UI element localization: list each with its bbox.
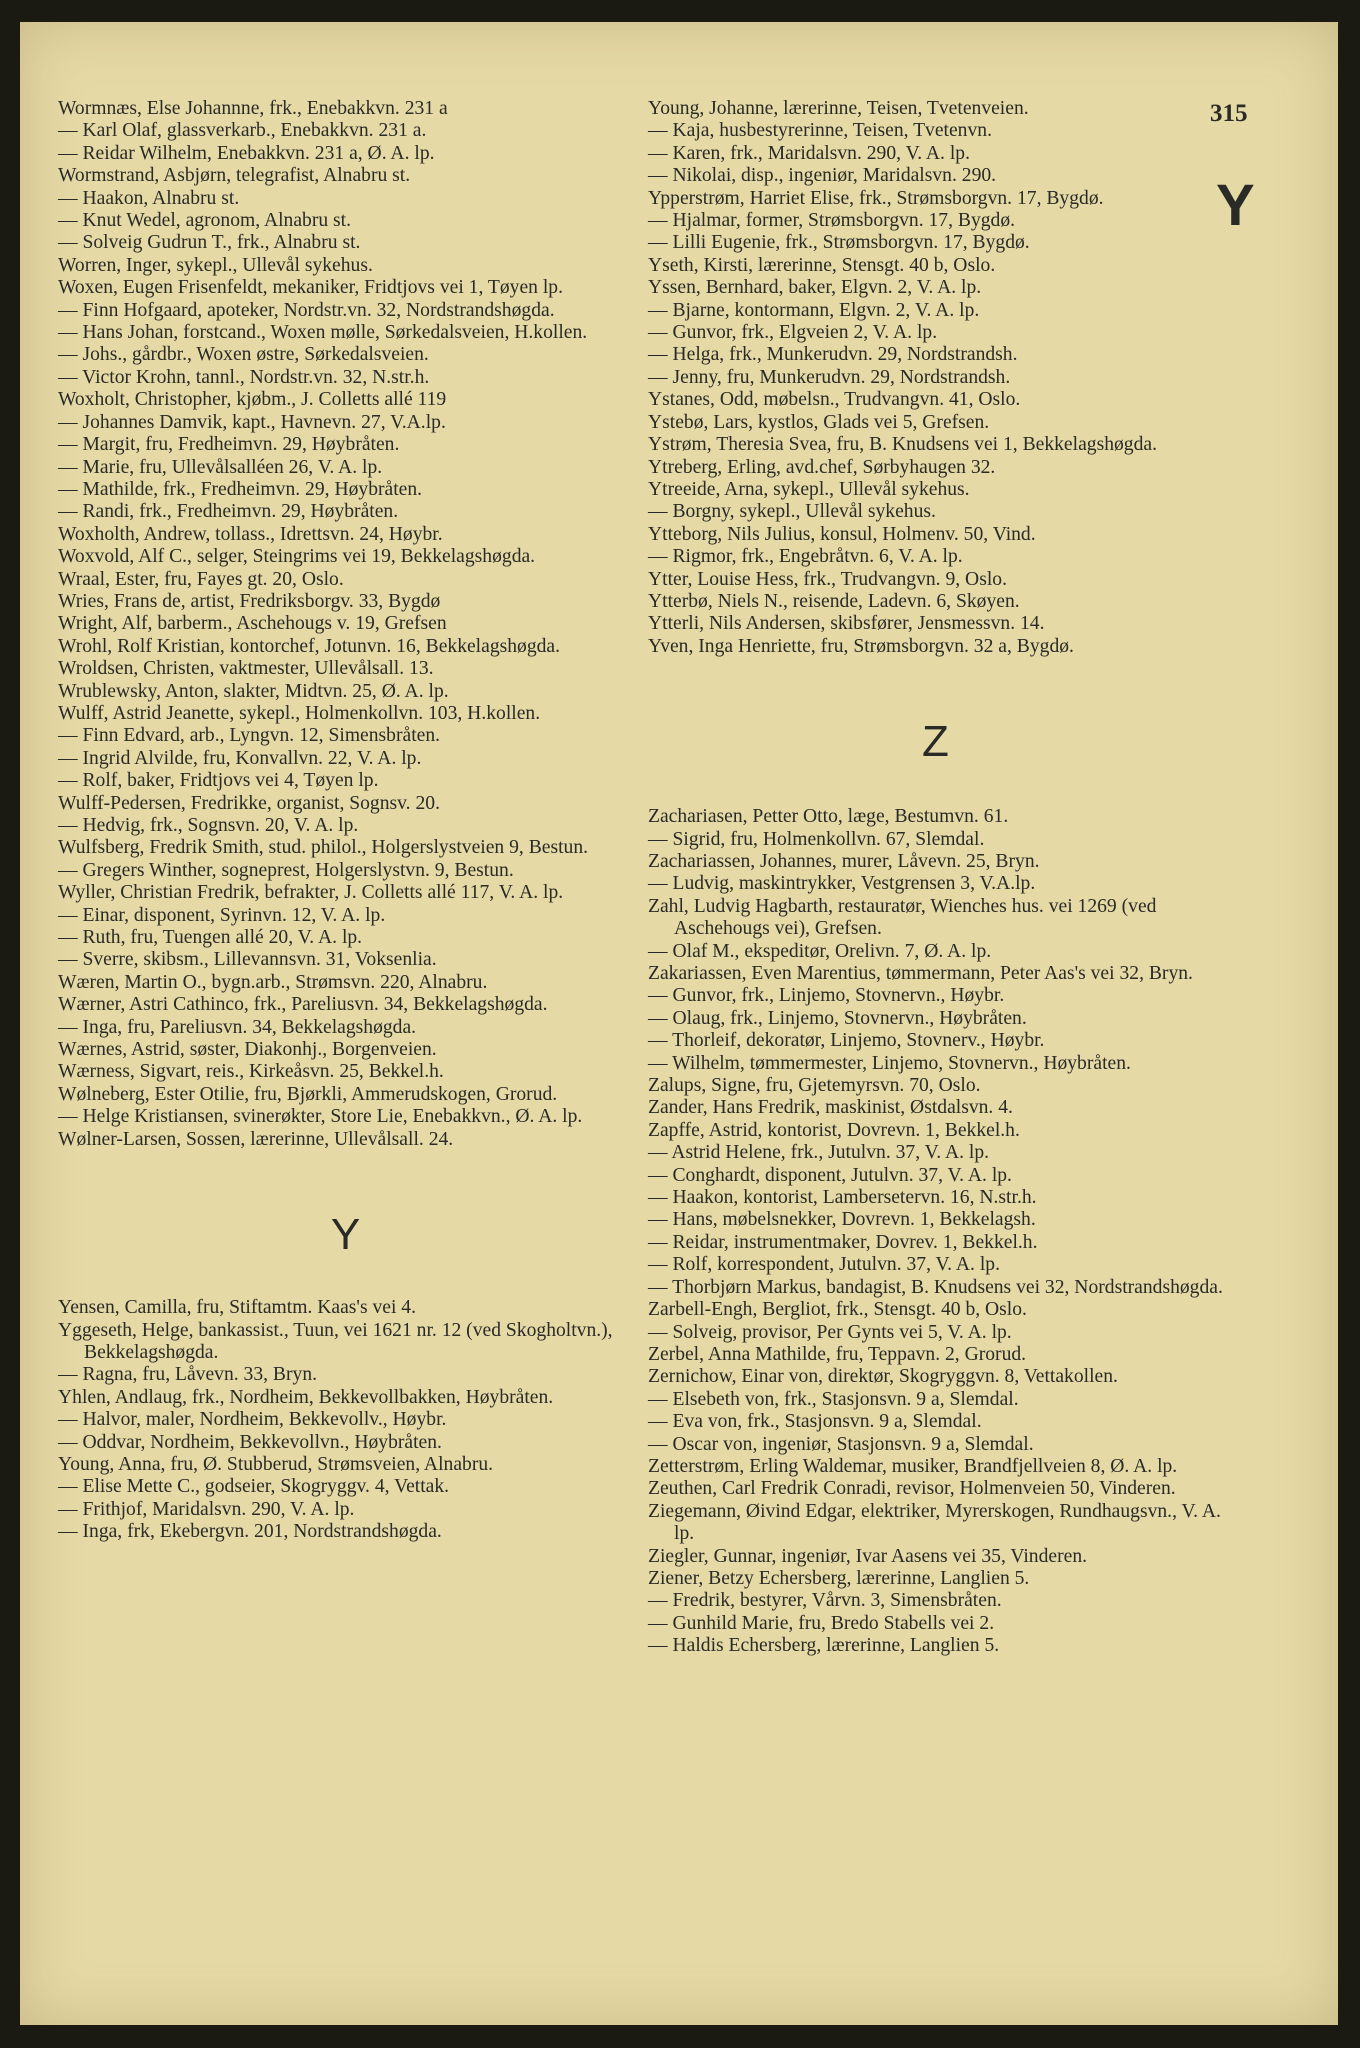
directory-entry: — Elise Mette C., godseier, Skogryggv. 4, Vettak.	[58, 1476, 450, 1498]
directory-entry: — Jenny, fru, Munkerudvn. 29, Nordstrandsh.	[648, 366, 1011, 388]
directory-entry: Ystrøm, Theresia Svea, fru, B. Knudsens vei 1, Bekkelagshøgda.	[648, 434, 1157, 456]
directory-entry: — Bjarne, kontormann, Elgvn. 2, V. A. lp.	[648, 299, 980, 321]
directory-entry: — Ingrid Alvilde, fru, Konvallvn. 22, V. A. lp.	[58, 747, 422, 769]
section-mark: Y	[1216, 173, 1255, 238]
directory-entry: — Margit, fru, Fredheimvn. 29, Høybråten.	[58, 434, 400, 456]
directory-entry: — Victor Krohn, tannl., Nordstr.vn. 32, N.str.h.	[58, 366, 430, 388]
directory-entry: — Rigmor, frk., Engebråtvn. 6, V. A. lp.	[648, 546, 963, 568]
directory-entry: — Rolf, korrespondent, Jutulvn. 37, V. A. lp.	[648, 1254, 1000, 1276]
directory-entry: Zachariasen, Petter Otto, læge, Bestumvn. 61.	[648, 806, 1009, 828]
directory-entry: Wulff-Pedersen, Fredrikke, organist, Sognsv. 20.	[58, 792, 440, 814]
directory-entry: — Knut Wedel, agronom, Alnabru st.	[58, 210, 352, 232]
right-column	[648, 98, 1223, 1658]
directory-entry: Ziener, Betzy Echersberg, lærerinne, Langlien 5.	[648, 1567, 1030, 1589]
section-header-z: Z	[922, 717, 949, 767]
directory-entry: — Reidar, instrumentmaker, Dovrev. 1, Bekkel.h.	[648, 1231, 1038, 1253]
directory-entry: — Karen, frk., Maridalsvn. 290, V. A. lp.	[648, 142, 970, 164]
directory-entry: Ytteborg, Nils Julius, konsul, Holmenv. 50, Vind.	[648, 523, 1036, 545]
directory-entry: — Fredrik, bestyrer, Vårvn. 3, Simensbråten.	[648, 1590, 1002, 1612]
directory-entry: Ytterbø, Niels N., reisende, Ladevn. 6, Skøyen.	[648, 590, 1020, 612]
directory-entry: Wærness, Sigvart, reis., Kirkeåsvn. 25, Bekkel.h.	[58, 1061, 444, 1083]
directory-entry: Zarbell-Engh, Bergliot, frk., Stensgt. 40 b, Oslo.	[648, 1299, 1027, 1321]
directory-entry: Wæren, Martin O., bygn.arb., Strømsvn. 220, Alnabru.	[58, 971, 488, 993]
directory-entry: Wright, Alf, barberm., Aschehougs v. 19, Grefsen	[58, 613, 447, 635]
directory-entry: Ytreberg, Erling, avd.chef, Sørbyhaugen 32.	[648, 456, 996, 478]
directory-entry: Wyller, Christian Fredrik, befrakter, J. Colletts allé 117, V. A. lp.	[58, 882, 564, 904]
directory-entry: — Oddvar, Nordheim, Bekkevollvn., Høybråten.	[58, 1431, 442, 1453]
directory-entry: Wølneberg, Ester Otilie, fru, Bjørkli, Ammerudskogen, Grorud.	[58, 1083, 558, 1105]
directory-entry: Zander, Hans Fredrik, maskinist, Østdalsvn. 4.	[648, 1097, 1013, 1119]
directory-entry: Yseth, Kirsti, lærerinne, Stensgt. 40 b, Oslo.	[648, 254, 996, 276]
directory-entry: Yhlen, Andlaug, frk., Nordheim, Bekkevollbakken, Høybråten.	[58, 1386, 554, 1408]
directory-entry: Woxvold, Alf C., selger, Steingrims vei 19, Bekkelagshøgda.	[58, 546, 536, 568]
directory-entry: Young, Johanne, lærerinne, Teisen, Tvetenveien.	[648, 98, 1029, 119]
directory-entry: — Halvor, maler, Nordheim, Bekkevollv., Høybr.	[58, 1409, 447, 1431]
directory-entry: Wormnæs, Else Johannne, frk., Enebakkvn. 231 a	[58, 98, 448, 119]
directory-entry: — Haldis Echersberg, lærerinne, Langlien 5.	[648, 1635, 1000, 1657]
directory-entry: Wries, Frans de, artist, Fredriksborgv. 33, Bygdø	[58, 590, 441, 612]
y-entry-list-left	[58, 1297, 633, 1543]
directory-entry: — Gunvor, frk., Elgveien 2, V. A. lp.	[648, 322, 938, 344]
directory-entry: — Hans, møbelsnekker, Dovrevn. 1, Bekkelagsh.	[648, 1209, 1036, 1231]
directory-entry: — Thorleif, dekoratør, Linjemo, Stovnerv., Høybr.	[648, 1030, 1045, 1052]
directory-entry: Ziegemann, Øivind Edgar, elektriker, Myrerskogen, Rundhaugsvn., V. A. lp.	[648, 1500, 1221, 1545]
directory-entry: — Marie, fru, Ullevålsalléen 26, V. A. lp.	[58, 456, 383, 478]
directory-entry: — Rolf, baker, Fridtjovs vei 4, Tøyen lp.	[58, 770, 379, 792]
directory-entry: Zapffe, Astrid, kontorist, Dovrevn. 1, Bekkel.h.	[648, 1119, 1020, 1141]
directory-entry: — Olaf M., ekspeditør, Orelivn. 7, Ø. A. lp.	[648, 940, 992, 962]
directory-entry: — Hedvig, frk., Sognsvn. 20, V. A. lp.	[58, 815, 359, 836]
directory-entry: Zachariassen, Johannes, murer, Låvevn. 25, Bryn.	[648, 850, 1040, 872]
directory-entry: Wærner, Astri Cathinco, frk., Pareliusvn. 34, Bekkelagshøgda.	[58, 994, 548, 1016]
directory-entry: Ytterli, Nils Andersen, skibsfører, Jensmessvn. 14.	[648, 613, 1045, 635]
directory-entry: — Olaug, frk., Linjemo, Stovnervn., Høybråten.	[648, 1007, 1027, 1029]
directory-entry: — Ragna, fru, Låvevn. 33, Bryn.	[58, 1364, 318, 1386]
directory-entry: Wroldsen, Christen, vaktmester, Ullevålsall. 13.	[58, 658, 434, 680]
directory-entry: — Frithjof, Maridalsvn. 290, V. A. lp.	[58, 1498, 355, 1520]
directory-entry: — Solveig, provisor, Per Gynts vei 5, V. A. lp.	[648, 1321, 1012, 1343]
directory-entry: — Randi, frk., Fredheimvn. 29, Høybråten.	[58, 501, 399, 523]
directory-entry: Zeuthen, Carl Fredrik Conradi, revisor, Holmenveien 50, Vinderen.	[648, 1478, 1176, 1500]
directory-entry: Ziegler, Gunnar, ingeniør, Ivar Aasens vei 35, Vinderen.	[648, 1545, 1088, 1567]
directory-entry: — Johannes Damvik, kapt., Havnevn. 27, V.A.lp.	[58, 411, 446, 433]
directory-entry: Wulff, Astrid Jeanette, sykepl., Holmenkollvn. 103, H.kollen.	[58, 702, 541, 724]
w-entry-list	[58, 98, 633, 1151]
y-entry-list-right	[648, 98, 1223, 658]
directory-entry: Zernichow, Einar von, direktør, Skogryggvn. 8, Vettakollen.	[648, 1366, 1118, 1388]
directory-entry: — Conghardt, disponent, Jutulvn. 37, V. A. lp.	[648, 1164, 1012, 1186]
directory-entry: — Finn Edvard, arb., Lyngvn. 12, Simensbråten.	[58, 725, 441, 747]
directory-entry: — Haakon, kontorist, Lambersetervn. 16, N.str.h.	[648, 1187, 1037, 1209]
directory-entry: — Gunvor, frk., Linjemo, Stovnervn., Høybr.	[648, 985, 1005, 1007]
directory-entry: — Eva von, frk., Stasjonsvn. 9 a, Slemdal.	[648, 1411, 982, 1433]
directory-entry: Wærnes, Astrid, søster, Diakonhj., Borgenveien.	[58, 1039, 437, 1061]
left-column	[58, 98, 633, 1544]
directory-entry: — Wilhelm, tømmermester, Linjemo, Stovnervn., Høybråten.	[648, 1052, 1131, 1074]
directory-entry: — Hans Johan, forstcand., Woxen mølle, Sørkedalsveien, H.kollen.	[58, 322, 588, 344]
directory-entry: — Mathilde, frk., Fredheimvn. 29, Høybråten.	[58, 478, 423, 500]
directory-entry: — Nikolai, disp., ingeniør, Maridalsvn. 290.	[648, 165, 997, 187]
directory-entry: — Ruth, fru, Tuengen allé 20, V. A. lp.	[58, 927, 363, 949]
directory-entry: Ytreeide, Arna, sykepl., Ullevål sykehus.	[648, 478, 970, 500]
directory-entry: Zerbel, Anna Mathilde, fru, Teppavn. 2, Grorud.	[648, 1343, 1027, 1365]
directory-entry: Woxholt, Christopher, kjøbm., J. Colletts allé 119	[58, 389, 447, 411]
directory-entry: — Thorbjørn Markus, bandagist, B. Knudsens vei 32, Nordstrandshøgda.	[648, 1276, 1223, 1298]
directory-entry: Wølner-Larsen, Sossen, lærerinne, Ullevålsall. 24.	[58, 1128, 454, 1150]
directory-entry: — Johs., gårdbr., Woxen østre, Sørkedalsveien.	[58, 344, 429, 366]
directory-entry: — Helge Kristiansen, svinerøkter, Store Lie, Enebakkvn., Ø. A. lp.	[58, 1106, 583, 1128]
directory-entry: — Solveig Gudrun T., frk., Alnabru st.	[58, 232, 361, 254]
directory-entry: — Hjalmar, former, Strømsborgvn. 17, Bygdø.	[648, 210, 1016, 232]
directory-entry: Ypperstrøm, Harriet Elise, frk., Strømsborgvn. 17, Bygdø.	[648, 187, 1104, 209]
directory-entry: Yssen, Bernhard, baker, Elgvn. 2, V. A. lp.	[648, 277, 982, 299]
directory-entry: — Helga, frk., Munkerudvn. 29, Nordstrandsh.	[648, 344, 1018, 366]
directory-entry: Wrohl, Rolf Kristian, kontorchef, Jotunvn. 16, Bekkelagshøgda.	[58, 635, 561, 657]
directory-entry: Zalups, Signe, fru, Gjetemyrsvn. 70, Oslo.	[648, 1075, 981, 1097]
z-entry-list	[648, 806, 1223, 1657]
directory-entry: — Kaja, husbestyrerinne, Teisen, Tvetenvn.	[648, 120, 992, 142]
directory-entry: — Gregers Winther, sogneprest, Holgerslystvn. 9, Bestun.	[58, 859, 514, 881]
directory-entry: Wraal, Ester, fru, Fayes gt. 20, Oslo.	[58, 568, 344, 590]
directory-entry: — Sigrid, fru, Holmenkollvn. 67, Slemdal.	[648, 828, 985, 850]
directory-entry: Yggeseth, Helge, bankassist., Tuun, vei 1621 nr. 12 (ved Skogholtvn.), Bekkelagshøgda.	[58, 1319, 613, 1363]
directory-entry: Woxen, Eugen Frisenfeldt, mekaniker, Fridtjovs vei 1, Tøyen lp.	[58, 277, 563, 299]
directory-entry: Ystebø, Lars, kystlos, Glads vei 5, Grefsen.	[648, 411, 990, 433]
directory-entry: — Oscar von, ingeniør, Stasjonsvn. 9 a, Slemdal.	[648, 1433, 1034, 1455]
directory-entry: Wormstrand, Asbjørn, telegrafist, Alnabru st.	[58, 165, 411, 187]
directory-entry: Woxholth, Andrew, tollass., Idrettsvn. 24, Høybr.	[58, 523, 443, 545]
directory-entry: Wrublewsky, Anton, slakter, Midtvn. 25, Ø. A. lp.	[58, 680, 449, 702]
directory-page	[20, 22, 1338, 2025]
directory-entry: — Inga, fru, Pareliusvn. 34, Bekkelagshøgda.	[58, 1016, 417, 1038]
directory-entry: Wulfsberg, Fredrik Smith, stud. philol., Holgerslystveien 9, Bestun.	[58, 837, 589, 859]
directory-entry: — Inga, frk, Ekebergvn. 201, Nordstrandshøgda.	[58, 1521, 442, 1543]
directory-entry: — Haakon, Alnabru st.	[58, 187, 240, 209]
directory-entry: — Finn Hofgaard, apoteker, Nordstr.vn. 32, Nordstrandshøgda.	[58, 299, 555, 321]
directory-entry: Young, Anna, fru, Ø. Stubberud, Strømsveien, Alnabru.	[58, 1453, 494, 1475]
directory-entry: — Elsebeth von, frk., Stasjonsvn. 9 a, Slemdal.	[648, 1388, 1019, 1410]
directory-entry: Yensen, Camilla, fru, Stiftamtm. Kaas's vei 4.	[58, 1297, 416, 1319]
directory-entry: — Sverre, skibsm., Lillevannsvn. 31, Voksenlia.	[58, 949, 437, 971]
directory-entry: Zakariassen, Even Marentius, tømmermann, Peter Aas's vei 32, Bryn.	[648, 963, 1193, 984]
directory-entry: — Astrid Helene, frk., Jutulvn. 37, V. A. lp.	[648, 1142, 990, 1164]
directory-entry: — Borgny, sykepl., Ullevål sykehus.	[648, 501, 936, 523]
directory-entry: — Reidar Wilhelm, Enebakkvn. 231 a, Ø. A. lp.	[58, 142, 435, 164]
directory-entry: Worren, Inger, sykepl., Ullevål sykehus.	[58, 254, 373, 276]
directory-entry: Yven, Inga Henriette, fru, Strømsborgvn. 32 a, Bygdø.	[648, 635, 1074, 657]
directory-entry: — Ludvig, maskintrykker, Vestgrensen 3, V.A.lp.	[648, 873, 1036, 895]
directory-entry: — Einar, disponent, Syrinvn. 12, V. A. lp.	[58, 904, 386, 926]
directory-entry: Ytter, Louise Hess, frk., Trudvangvn. 9, Oslo.	[648, 568, 1007, 590]
directory-entry: Ystanes, Odd, møbelsn., Trudvangvn. 41, Oslo.	[648, 389, 1021, 411]
directory-entry: Zetterstrøm, Erling Waldemar, musiker, Brandfjellveien 8, Ø. A. lp.	[648, 1455, 1178, 1477]
directory-entry: — Karl Olaf, glassverkarb., Enebakkvn. 231 a.	[58, 120, 427, 142]
directory-entry: Zahl, Ludvig Hagbarth, restauratør, Wienches hus. vei 1269 (ved Aschehougs vei), Grefsen.	[648, 895, 1157, 940]
page-number: 315	[1210, 100, 1248, 127]
directory-entry: — Lilli Eugenie, frk., Strømsborgvn. 17, Bygdø.	[648, 232, 1030, 254]
section-header-y: Y	[330, 1210, 361, 1260]
directory-entry: — Gunhild Marie, fru, Bredo Stabells vei 2.	[648, 1612, 995, 1634]
